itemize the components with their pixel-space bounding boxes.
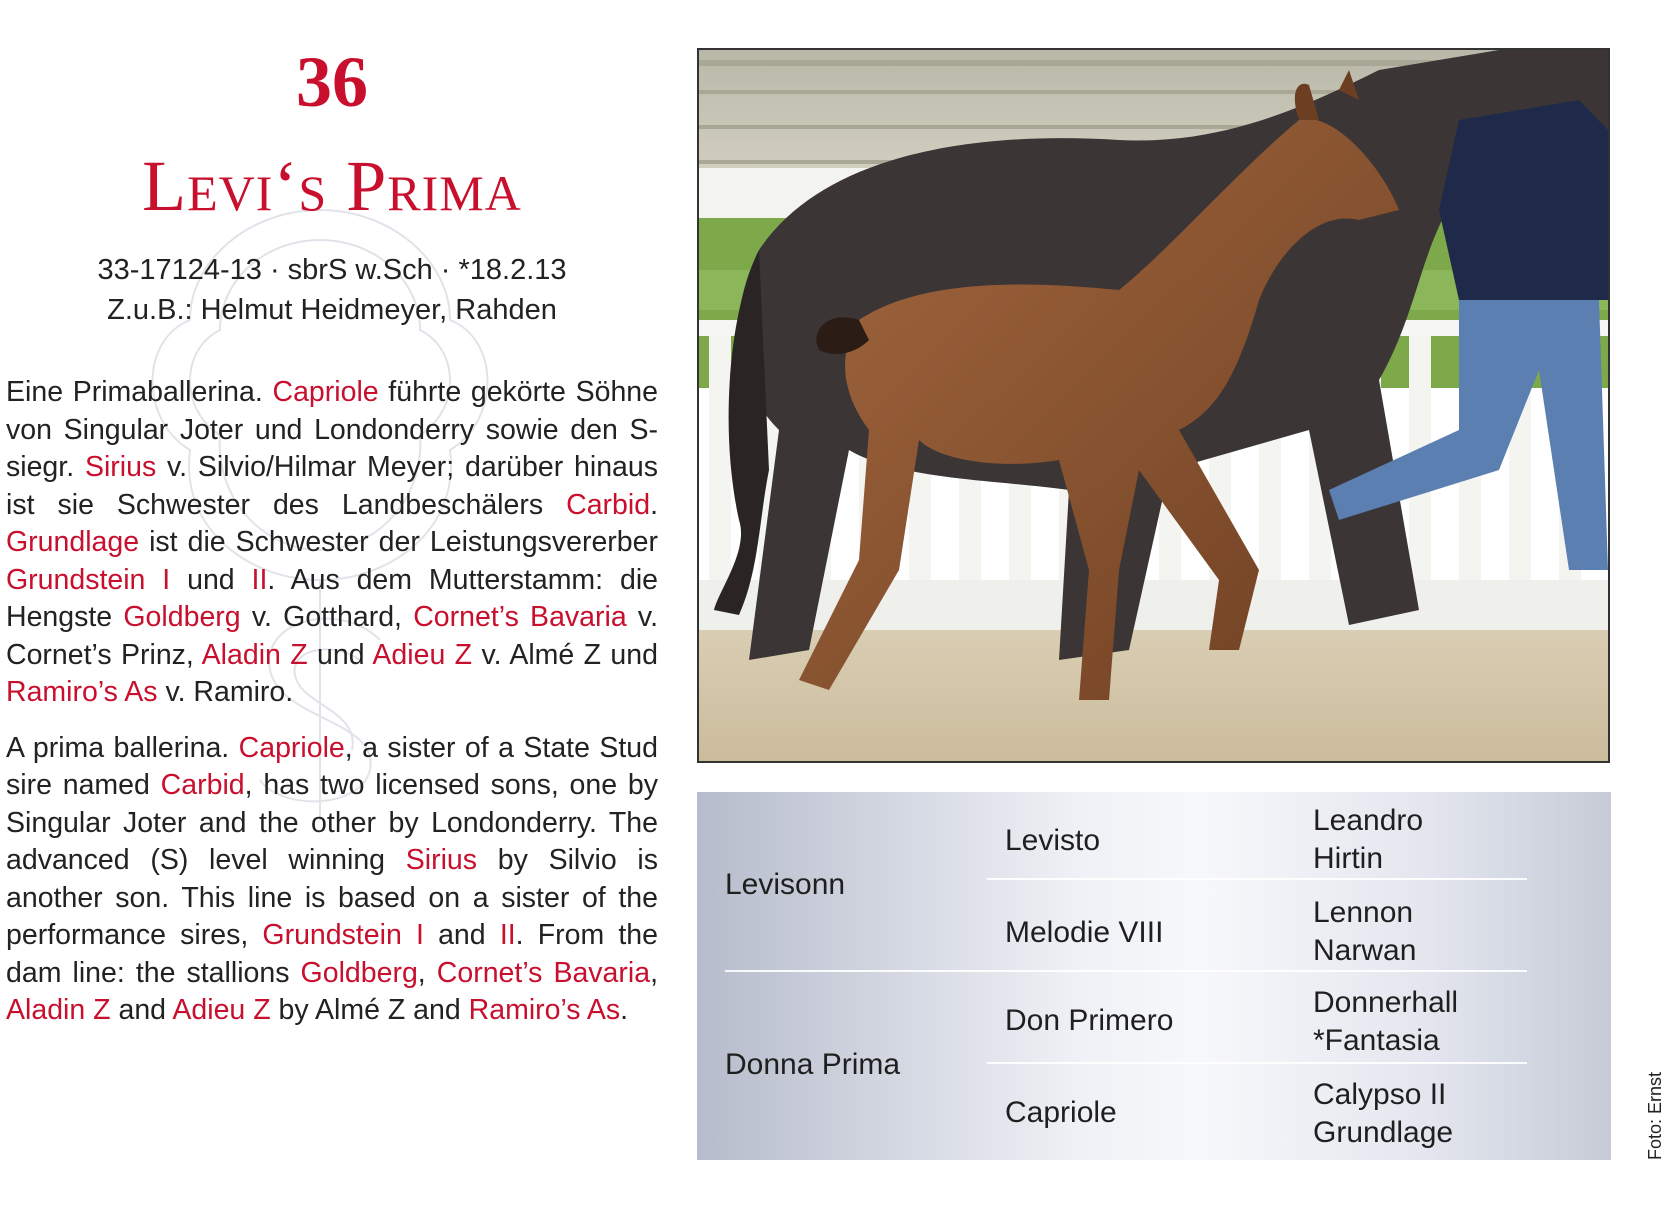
text-segment: Eine Primaballerina.: [6, 376, 273, 408]
text-segment: and: [423, 919, 500, 951]
pedigree-ggp: Narwan: [1313, 934, 1417, 967]
text-segment: .: [650, 488, 658, 521]
text-segment: . Aus dem Mutterstamm: die Hengste: [6, 563, 659, 633]
text-segment: , has two licensed sons, one by Singular Joter and the other by Londonderry. The advanced (S) level winning: [6, 769, 658, 876]
description-english: [6, 730, 658, 1030]
highlighted-name: Cornet’s Bavaria: [413, 601, 627, 633]
pedigree-ggp: Hirtin: [1313, 842, 1384, 875]
highlighted-name: Capriole: [272, 376, 379, 408]
pedigree-dam-dam: Capriole: [1005, 1096, 1117, 1129]
text-segment: und: [170, 563, 252, 596]
highlighted-name: Aladin Z: [201, 638, 308, 671]
pedigree-ggp: Leandro: [1313, 804, 1424, 837]
pedigree-divider: [725, 970, 1527, 972]
text-segment: . From the dam line: the stallions: [6, 919, 659, 989]
text-segment: ist die Schwester der Leistungsvererber: [139, 526, 658, 558]
highlighted-name: Cornet’s Bavaria: [436, 956, 651, 989]
highlighted-name: Ramiro’s As: [6, 676, 158, 708]
pedigree-sire: Levisonn: [725, 868, 846, 901]
horse-photo: [697, 48, 1610, 763]
text-segment: v. Ramiro.: [157, 676, 294, 708]
highlighted-name: Ramiro’s As: [468, 994, 621, 1026]
text-segment: v. Silvio/Hilmar Meyer; darüber hinaus ist sie Schwester des Landbeschälers: [6, 451, 658, 521]
text-segment: v. Gotthard,: [240, 601, 414, 633]
description-german: [6, 374, 658, 712]
pedigree-ggp: Calypso II: [1313, 1078, 1447, 1111]
pedigree-dam-sire: Don Primero: [1005, 1004, 1174, 1037]
highlighted-name: II: [499, 919, 516, 951]
pedigree-divider: [987, 1062, 1527, 1064]
pedigree-sire-sire: Levisto: [1005, 824, 1101, 857]
lot-text-column: [6, 40, 658, 1030]
registration-line: 33-17124-13 · sbrS w.Sch · *18.2.13: [97, 254, 567, 286]
text-segment: and: [110, 994, 173, 1026]
breeder-line: Z.u.B.: Helmut Heidmeyer, Rahden: [107, 294, 557, 326]
highlighted-name: Capriole: [238, 731, 345, 764]
highlighted-name: Sirius: [84, 451, 157, 483]
highlighted-name: Goldberg: [300, 956, 418, 989]
text-segment: ,: [417, 956, 437, 989]
lot-number: 36: [296, 42, 368, 122]
highlighted-name: Goldberg: [123, 601, 241, 633]
text-segment: v. Cornet’s Prinz,: [6, 601, 658, 671]
pedigree-ggp: Donnerhall: [1313, 986, 1459, 1019]
highlighted-name: Adieu Z: [172, 994, 271, 1026]
pedigree-dam: Donna Prima: [725, 1048, 901, 1081]
text-segment: , a sister of a State Stud sire named: [6, 731, 658, 801]
highlighted-name: Grundlage: [6, 526, 140, 558]
highlighted-name: Sirius: [405, 844, 478, 876]
highlighted-name: Carbid: [566, 488, 651, 521]
highlighted-name: Carbid: [160, 769, 245, 801]
pedigree-ggp: Lennon: [1313, 896, 1414, 929]
text-segment: ,: [650, 956, 659, 989]
highlighted-name: Adieu Z: [372, 638, 473, 671]
highlighted-name: Aladin Z: [6, 994, 111, 1026]
pedigree-table: [697, 792, 1611, 1160]
text-segment: .: [620, 994, 629, 1026]
text-segment: A prima ballerina.: [6, 731, 239, 764]
pedigree-divider: [987, 878, 1527, 880]
pedigree-sire-dam: Melodie VIII: [1005, 916, 1164, 949]
pedigree-ggp: Grundlage: [1313, 1116, 1454, 1149]
text-segment: by Silvio is another son. This line is based on a sister of the performance sires,: [6, 844, 658, 951]
horse-name: Levi‘s Prima: [142, 146, 522, 226]
text-segment: und: [307, 638, 373, 671]
highlighted-name: Grundstein I: [6, 563, 171, 596]
text-segment: by Almé Z and: [270, 994, 469, 1026]
highlighted-name: Grundstein I: [262, 919, 424, 951]
text-segment: v. Almé Z und: [472, 638, 658, 671]
text-segment: führte gekörte Söhne von Singular Joter und Londonderry sowie den S-siegr.: [6, 376, 658, 483]
photo-credit: Foto: Ernst: [1645, 1071, 1665, 1160]
highlighted-name: II: [251, 563, 268, 596]
pedigree-ggp: *Fantasia: [1313, 1024, 1440, 1057]
